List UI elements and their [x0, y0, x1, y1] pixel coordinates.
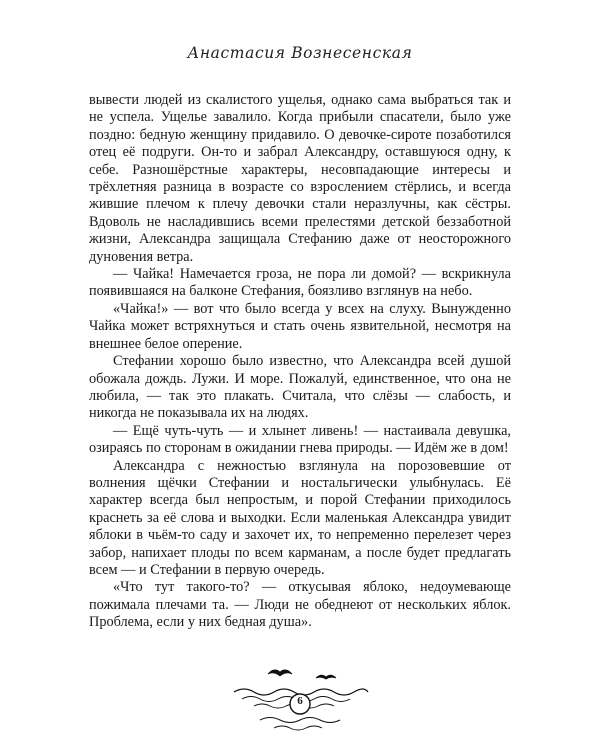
paragraph-4: Стефании хорошо было известно, что Александра всей душой обожала дождь. Лужи. И море. Пожалуй, единственное, что она не любила, — так это плакать. Считала, что слёзы — слабость, и никогда не показывала их на людях.	[89, 353, 511, 422]
body-text	[89, 92, 511, 632]
page-number: 6	[297, 695, 303, 707]
paragraph-5: — Ещё чуть-чуть — и хлынет ливень! — настаивала девушка, озираясь по сторонам в ожидании гнева природы. — Идём же в дом!	[89, 422, 511, 457]
running-header-author: Анастасия Вознесенская	[187, 44, 413, 62]
seagull-left-icon	[268, 670, 292, 676]
paragraph-7: «Что тут такого-то? — откусывая яблоко, недоумевающе пожимала плечами та. — Люди не обеднеют от нескольких яблок. Проблема, если у них бедная душа».	[89, 579, 511, 631]
wave-lower-icon	[260, 718, 340, 723]
seagull-right-icon	[316, 675, 336, 679]
paragraph-1: вывести людей из скалистого ущелья, однако сама выбраться так и не успела. Ущелье завалило. Когда прибыли спасатели, было уже поздно: бедную женщину придавило. О девочке-сироте позаботился отец её подруги. Он-то и забрал Александру, оставшуюся одну, к себе. Разношёрстные характеры, несовпадающие интересы и трёхлетняя разница в возрасте со взрослением стёрлись, и всегда жившие плечом к плечу девочки стали неразлучны, как сёстры. Вдоволь не насладившись всеми прелестями детской беззаботной жизни, Александра защищала Стефанию даже от неосторожного дуновения ветра.	[89, 92, 511, 265]
paragraph-6: Александра с нежностью взглянула на порозовевшие от волнения щёчки Стефании и ностальгически улыбнулась. Её характер всегда был непростым, и порой Стефании приходилось краснеть за её слова и выходки. Если маленькая Александра увидит яблоки в чьём-то саду и захочет их, то непременно перелезет через забор, напихает плоды по всем карманам, а после будет предлагать всем — и Стефании в первую очередь.	[89, 457, 511, 578]
paragraph-3: «Чайка!» — вот что было всегда у всех на слуху. Вынужденно Чайка может встряхнуться и стать очень язвительной, несмотря на внешнее белое оперение.	[89, 300, 511, 352]
wave-lowest-icon	[274, 726, 322, 730]
paragraph-2: — Чайка! Намечается гроза, не пора ли домой? — вскрикнула появившаяся на балконе Стефания, боязливо взглянув на небо.	[89, 266, 511, 300]
